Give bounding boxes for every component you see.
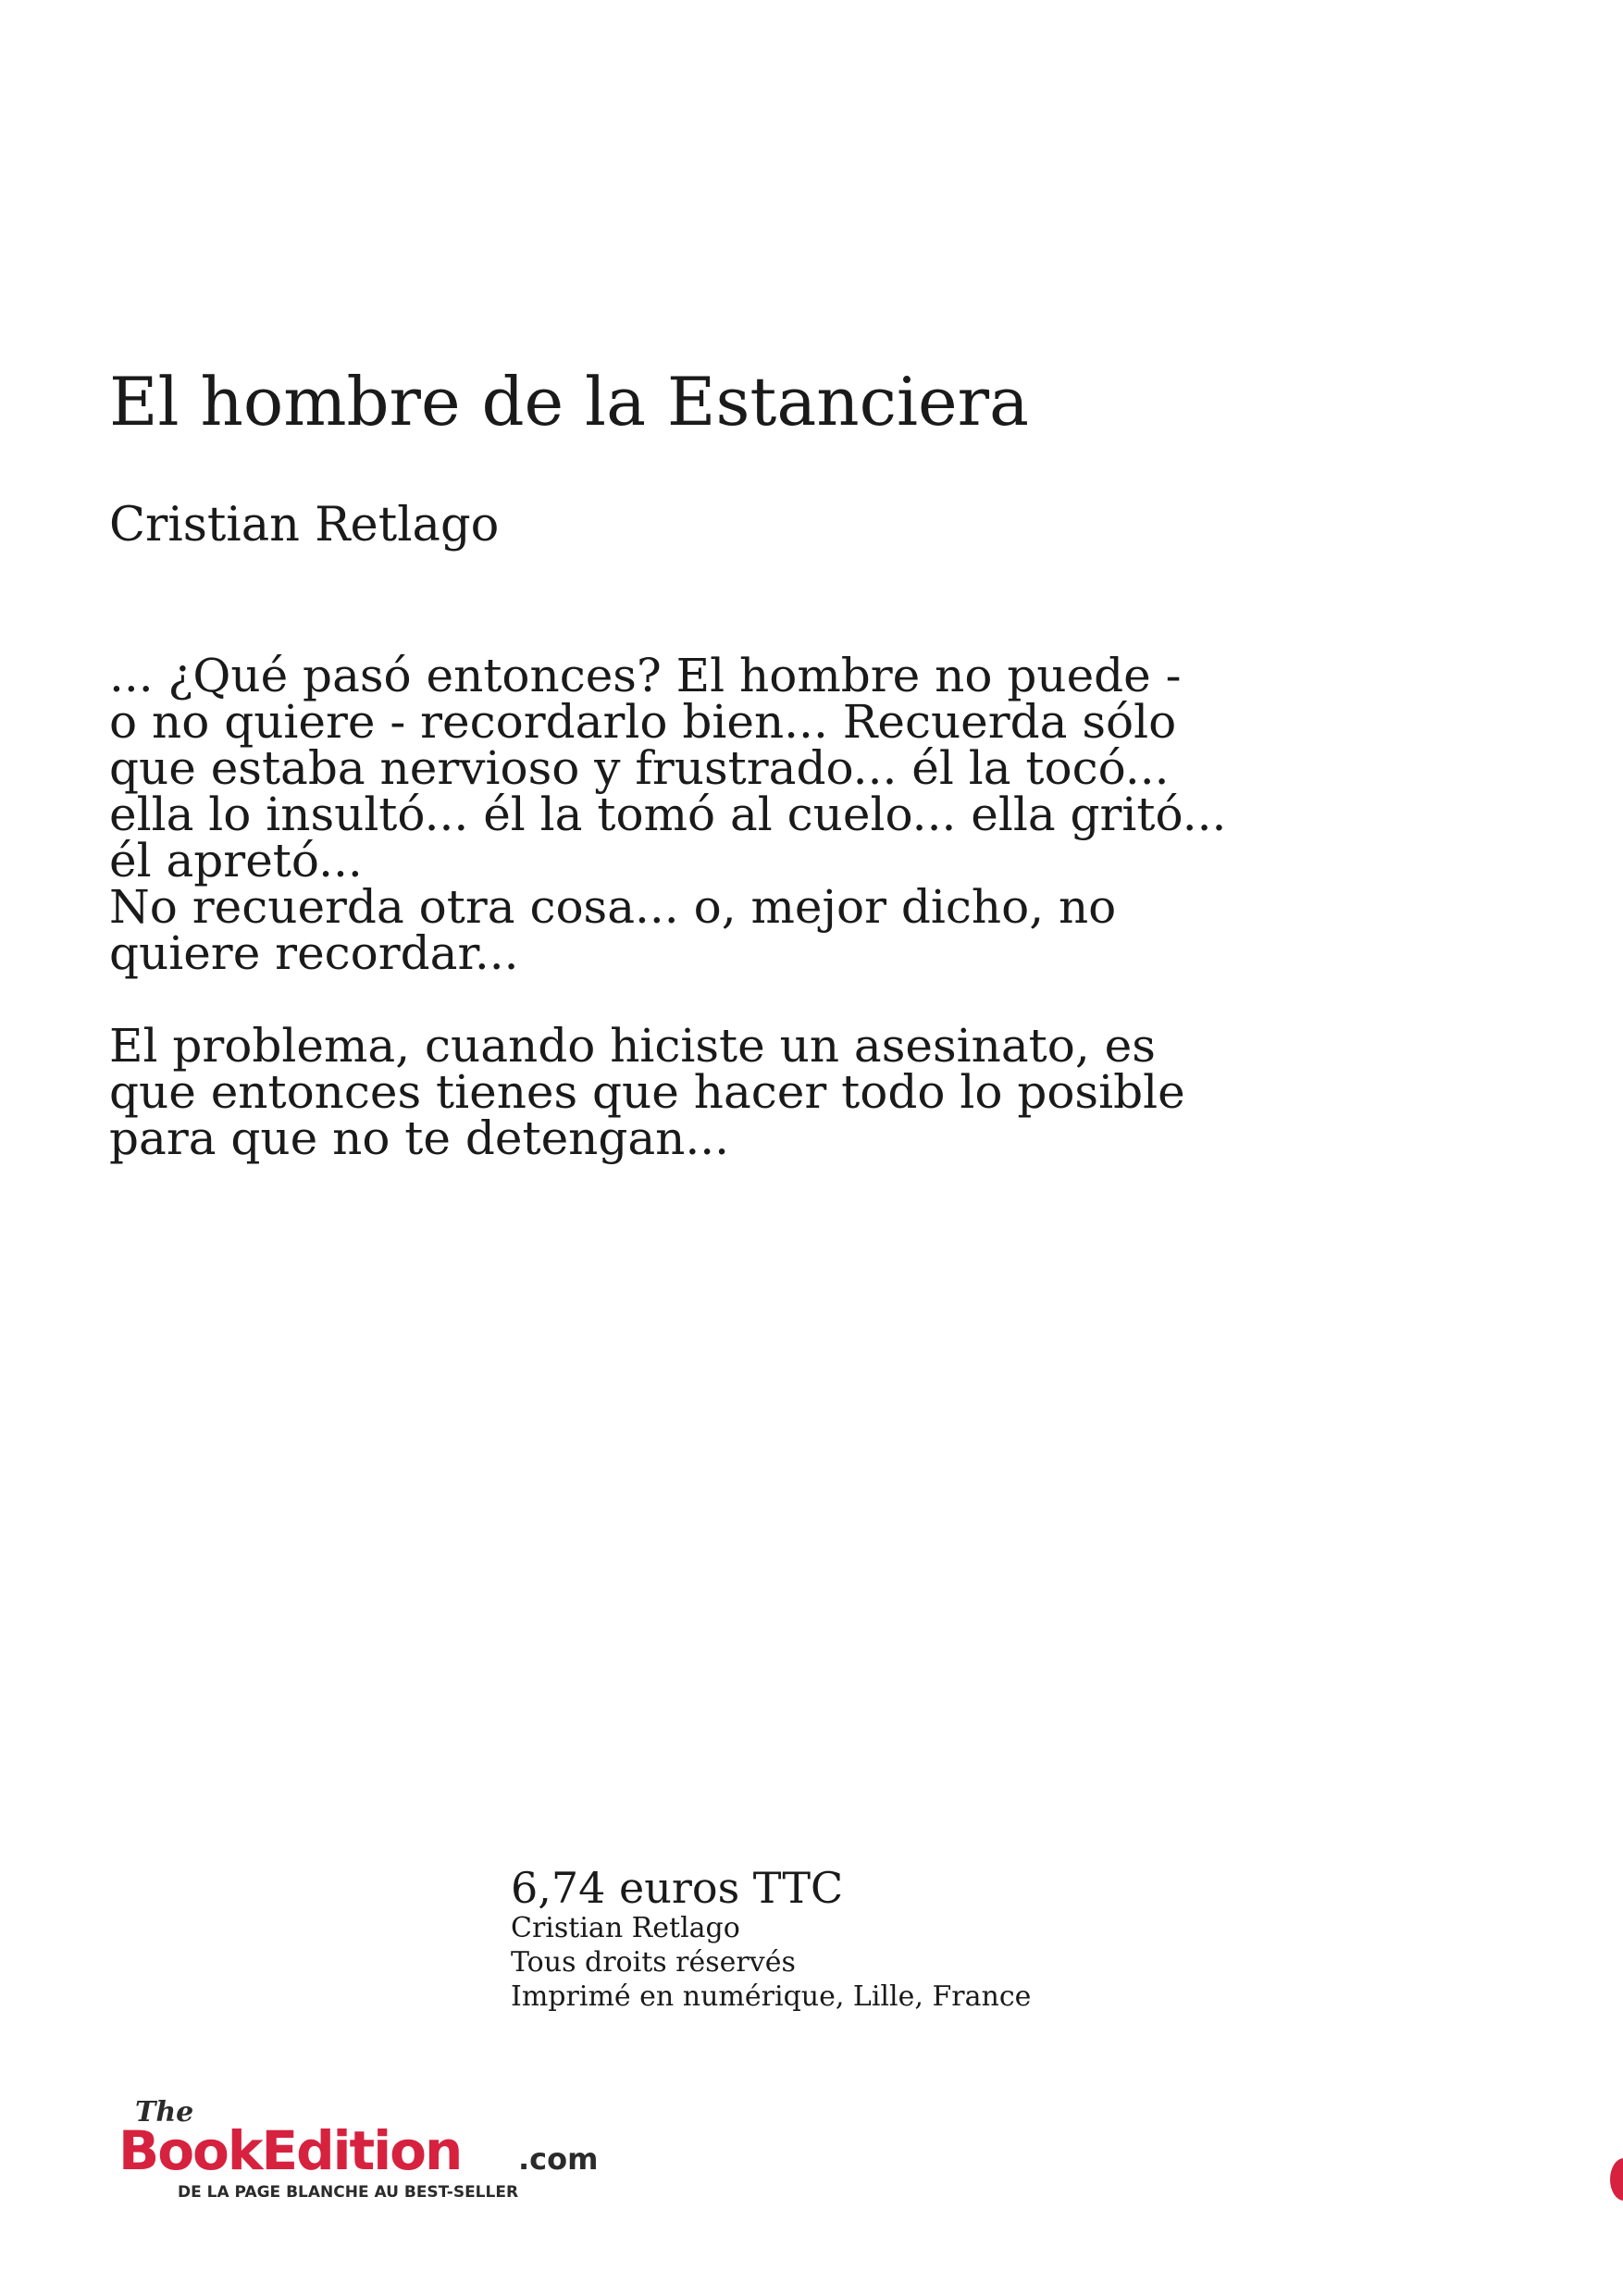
blurb-line: quiere recordar... [109,926,519,980]
blurb-line: que estaba nervioso y frustrado... él la tocó... [109,741,1170,795]
blurb-line: para que no te detengan... [109,1111,730,1165]
book-title: El hombre de la Estanciera [109,363,1029,441]
back-cover-blurb [109,649,1257,1208]
blurb-line: él apretó... [109,834,363,887]
imprint-block [511,1865,1031,2014]
printing-notice: Imprimé en numérique, Lille, France [511,1980,1032,2013]
logo-the-text: The [135,2096,194,2128]
blurb-line: ella lo insultó... él la tomó al cuelo... ella gritó... [109,788,1227,841]
logo-tagline-text: DE LA PAGE BLANCHE AU BEST-SELLER [178,2183,519,2202]
rights-notice: Tous droits réservés [511,1946,796,1979]
blurb-paragraph-1 [109,649,1257,980]
logo-domain-text: .com [518,2141,599,2177]
blurb-line: El problema, cuando hiciste un asesinato, es [109,1019,1156,1073]
blurb-line: ... ¿Qué pasó entonces? El hombre no puede - [109,649,1182,702]
blurb-line: No recuerda otra cosa... o, mejor dicho, no [109,880,1117,934]
edge-decoration [1610,2158,1623,2201]
publisher-logo [118,2093,655,2204]
book-author: Cristian Retlago [109,498,500,552]
price-label: 6,74 euros TTC [511,1863,844,1913]
blurb-paragraph-2 [109,1019,1257,1165]
logo-brand-text: BookEdition [118,2119,462,2182]
blurb-line: o no quiere - recordarlo bien... Recuerda sólo [109,695,1177,749]
blurb-line: que entonces tienes que hacer todo lo posible [109,1065,1185,1119]
imprint-author: Cristian Retlago [511,1912,740,1944]
